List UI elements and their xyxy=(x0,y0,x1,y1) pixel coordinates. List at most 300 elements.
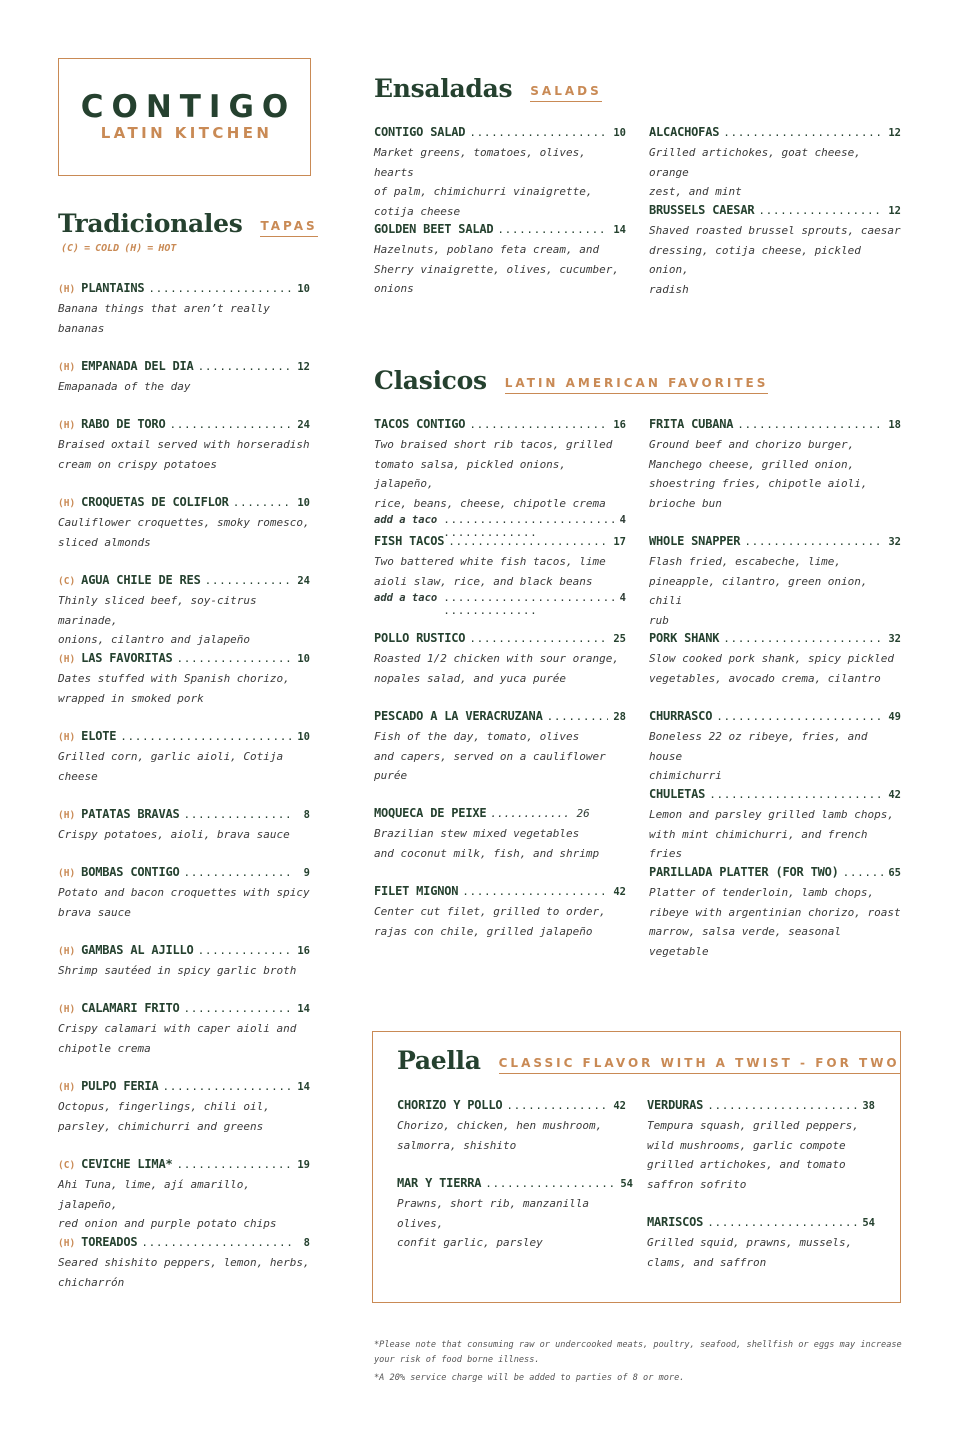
item-description-line: Brazilian stew mixed vegetables xyxy=(374,827,580,840)
clasicos-menu-item xyxy=(649,417,901,513)
item-description-line: Crispy potatoes, aioli, brava sauce xyxy=(58,828,290,841)
item-name-row xyxy=(649,709,901,725)
item-name-row xyxy=(397,1176,633,1192)
item-name-row xyxy=(374,709,626,725)
clasicos-menu-item xyxy=(649,709,901,786)
paella-menu-item xyxy=(397,1098,626,1155)
item-description-line: rice, beans, cheese, chipotle crema xyxy=(374,496,606,510)
item-description-line: and coconut milk, fish, and shrimp xyxy=(374,846,600,860)
item-description-line: Shaved roasted brussel sprouts, caesar xyxy=(649,224,901,237)
dot-leader xyxy=(233,496,292,509)
item-description xyxy=(649,649,901,688)
item-description-line: dressing, cotija cheese, pickled onion, xyxy=(649,243,861,276)
addon-label: add a taco xyxy=(374,592,438,604)
item-description-line: Banana things that aren’t really xyxy=(58,302,270,315)
item-description xyxy=(58,1019,310,1058)
item-description-line: Sherry vinaigrette, olives, cucumber, xyxy=(374,262,620,276)
item-description-line: confit garlic, parsley xyxy=(397,1236,543,1249)
item-description-line: Dates stuffed with Spanish chorizo, xyxy=(58,672,290,685)
item-description-line: Hazelnuts, poblano feta cream, and xyxy=(374,243,600,256)
item-name-row xyxy=(58,807,310,823)
dot-leader xyxy=(709,788,883,801)
tapas-menu-item xyxy=(58,651,310,708)
item-description-line: marrow, salsa verde, seasonal vegetable xyxy=(649,925,842,958)
paella-title: Paella xyxy=(397,1046,481,1075)
item-description-line: cream on crispy potatoes xyxy=(58,457,217,471)
item-price: 12 xyxy=(888,205,901,217)
brand-name: CONTIGO xyxy=(80,89,297,125)
item-description xyxy=(58,747,310,786)
clasicos-menu-item xyxy=(374,631,626,688)
item-description xyxy=(58,513,310,552)
tapas-menu-item xyxy=(58,417,310,474)
item-name-row xyxy=(397,1098,626,1114)
clasicos-menu-item xyxy=(649,534,901,630)
item-description xyxy=(374,552,626,591)
item-description-line: chimichurri xyxy=(649,769,722,782)
item-description-line: onions, cilantro and jalapeño xyxy=(58,633,251,646)
dot-leader xyxy=(198,944,292,957)
item-price: 16 xyxy=(297,945,310,957)
item-name-row xyxy=(58,651,310,667)
temperature-tag: (H) xyxy=(58,498,76,509)
item-name: LAS FAVORITAS xyxy=(81,651,173,665)
restaurant-logo xyxy=(58,58,311,176)
item-name-row xyxy=(649,787,901,803)
item-description-line: onions xyxy=(374,282,414,295)
item-price: 9 xyxy=(303,867,310,879)
tapas-menu-item xyxy=(58,807,310,845)
dot-leader xyxy=(547,710,608,723)
item-name: GOLDEN BEET SALAD xyxy=(374,222,494,236)
item-price: 16 xyxy=(613,419,626,431)
dot-leader xyxy=(184,866,292,879)
item-description-line: Braised oxtail served with horseradish xyxy=(58,438,310,451)
temperature-tag: (H) xyxy=(58,946,76,957)
clasicos-heading xyxy=(374,366,768,396)
item-name-row xyxy=(374,631,626,647)
item-description-line: Shrimp sautéed in spicy garlic broth xyxy=(58,964,297,977)
item-name: POLLO RUSTICO xyxy=(374,631,466,645)
item-description-line: of palm, chimichurri vinaigrette, xyxy=(374,185,593,198)
item-name-row xyxy=(649,865,901,881)
paella-menu-item xyxy=(647,1098,875,1194)
item-price: 19 xyxy=(297,1159,310,1171)
item-price: 42 xyxy=(613,1100,626,1112)
temperature-tag: (C) xyxy=(58,1160,76,1171)
item-name: CHULETAS xyxy=(649,787,706,801)
dot-leader xyxy=(162,1080,292,1093)
item-description xyxy=(647,1233,875,1272)
item-description-line: brava sauce xyxy=(58,905,131,919)
item-name: GAMBAS AL AJILLO xyxy=(81,943,194,957)
clasicos-menu-item xyxy=(649,631,901,688)
item-name: BRUSSELS CAESAR xyxy=(649,203,755,217)
item-description xyxy=(374,902,626,941)
item-description-line: cheese xyxy=(58,769,98,783)
dot-leader xyxy=(448,535,608,548)
item-description-line: Boneless 22 oz ribeye, fries, and house xyxy=(649,730,868,763)
item-name: MARISCOS xyxy=(647,1215,704,1229)
dot-leader xyxy=(469,418,608,431)
item-description-line: aioli slaw, rice, and black beans xyxy=(374,574,593,588)
tapas-menu-item xyxy=(58,281,310,338)
item-price: 32 xyxy=(888,536,901,548)
item-name-row xyxy=(374,125,626,141)
dot-leader xyxy=(205,574,292,587)
item-name-row xyxy=(649,631,901,647)
item-description-line: tomato salsa, pickled onions, jalapeño, xyxy=(374,457,567,490)
item-name: CONTIGO SALAD xyxy=(374,125,466,139)
dot-leader xyxy=(716,710,883,723)
dot-leader xyxy=(485,1177,615,1190)
tapas-subtitle: TAPAS xyxy=(260,219,317,237)
item-price: 24 xyxy=(297,419,310,431)
addon-row xyxy=(374,591,626,611)
item-description xyxy=(58,1253,310,1292)
item-price: 32 xyxy=(888,633,901,645)
item-name-row xyxy=(58,1235,310,1251)
item-price: 12 xyxy=(297,361,310,373)
item-price: 14 xyxy=(613,224,626,236)
item-price: 10 xyxy=(297,731,310,743)
salads-menu-item xyxy=(374,125,626,221)
item-description-line: Platter of tenderloin, lamb chops, xyxy=(649,886,875,899)
item-description-line: with mint chimichurri, and french fries xyxy=(649,827,868,860)
tapas-menu-item xyxy=(58,943,310,981)
tapas-menu-item xyxy=(58,359,310,397)
raw-food-note-line: *Please note that consuming raw or undercooked meats, poultry, seafood, shellfish or eggs may increase xyxy=(374,1340,902,1350)
tapas-menu-item xyxy=(58,495,310,552)
item-description-line: Two braised short rib tacos, grilled xyxy=(374,438,613,451)
item-description-line: salmorra, shishito xyxy=(397,1138,517,1152)
item-description-line: chipotle crema xyxy=(58,1041,151,1055)
dot-leader xyxy=(758,204,883,217)
item-name-row xyxy=(647,1215,875,1231)
item-description-line: wild mushrooms, garlic compote xyxy=(647,1138,846,1152)
item-description xyxy=(58,377,310,397)
item-description xyxy=(58,299,310,338)
item-name: CALAMARI FRITO xyxy=(81,1001,180,1015)
item-name: VERDURAS xyxy=(647,1098,704,1112)
item-description-line: Tempura squash, grilled peppers, xyxy=(647,1119,859,1132)
item-description-line: Seared shishito peppers, lemon, herbs, xyxy=(58,1256,310,1269)
item-name-row xyxy=(649,125,901,141)
item-description xyxy=(649,221,901,299)
item-name-row xyxy=(58,359,310,375)
item-description-line: Thinly sliced beef, soy-citrus marinade, xyxy=(58,594,257,627)
item-price: 25 xyxy=(613,633,626,645)
item-description-line: Market greens, tomatoes, olives, hearts xyxy=(374,146,586,179)
item-description-line: Ground beef and chorizo burger, xyxy=(649,438,855,451)
item-name-row xyxy=(647,1098,875,1114)
tapas-heading xyxy=(58,209,318,239)
item-description-line: Manchego cheese, grilled onion, xyxy=(649,457,855,471)
item-price: 28 xyxy=(613,711,626,723)
dot-leader xyxy=(169,418,292,431)
item-name-row xyxy=(374,806,626,822)
item-price: 54 xyxy=(620,1178,633,1190)
item-description-line: brioche bun xyxy=(649,496,722,510)
item-name: WHOLE SNAPPER xyxy=(649,534,741,548)
temperature-tag: (H) xyxy=(58,654,76,665)
item-name-row xyxy=(58,729,310,745)
item-price: 38 xyxy=(862,1100,875,1112)
item-price: 8 xyxy=(303,1237,310,1249)
item-description-line: rub xyxy=(649,613,669,627)
item-description xyxy=(58,1097,310,1136)
paella-subtitle: CLASSIC FLAVOR WITH A TWIST - FOR TWO xyxy=(499,1056,900,1074)
temperature-tag: (H) xyxy=(58,810,76,821)
temperature-tag: (H) xyxy=(58,732,76,743)
item-price: 65 xyxy=(888,867,901,879)
item-name: MOQUECA DE PEIXE xyxy=(374,806,487,820)
item-description xyxy=(649,143,901,202)
brand-tagline: LATIN KITCHEN xyxy=(100,124,273,142)
temperature-tag: (C) xyxy=(58,576,76,587)
dot-leader xyxy=(843,866,883,879)
item-description-line: red onion and purple potato chips xyxy=(58,1217,277,1230)
item-name: CEVICHE LIMA* xyxy=(81,1157,173,1171)
item-description xyxy=(649,727,901,786)
tapas-menu-item xyxy=(58,573,310,650)
item-description-line: grilled artichokes, and tomato xyxy=(647,1158,846,1171)
item-description xyxy=(58,591,310,650)
item-price: 54 xyxy=(862,1217,875,1229)
temperature-tag: (H) xyxy=(58,1082,76,1093)
item-description-line: pineapple, cilantro, green onion, chili xyxy=(649,574,868,607)
item-name: TOREADOS xyxy=(81,1235,138,1249)
dot-leader xyxy=(469,632,608,645)
item-description xyxy=(374,143,626,221)
item-description-line: Grilled artichokes, goat cheese, orange xyxy=(649,146,861,179)
item-description xyxy=(647,1116,875,1194)
item-name: PESCADO A LA VERACRUZANA xyxy=(374,709,543,723)
item-description xyxy=(649,435,901,513)
item-description-line: Roasted 1/2 chicken with sour orange, xyxy=(374,652,620,665)
dot-leader xyxy=(707,1216,857,1229)
item-description xyxy=(58,883,310,922)
item-description-line: Potato and bacon croquettes with spicy xyxy=(58,886,310,899)
item-price: 42 xyxy=(888,789,901,801)
item-description-line: radish xyxy=(649,282,689,296)
dot-leader xyxy=(443,591,613,617)
item-name: ELOTE xyxy=(81,729,117,743)
item-name: PATATAS BRAVAS xyxy=(81,807,180,821)
addon-price: 4 xyxy=(619,514,626,526)
paella-menu-item xyxy=(647,1215,875,1272)
item-name: BOMBAS CONTIGO xyxy=(81,865,180,879)
item-name: PARILLADA PLATTER (FOR TWO) xyxy=(649,865,839,879)
item-description-line: ribeye with argentinian chorizo, roast xyxy=(649,905,901,919)
item-name-row xyxy=(58,1157,310,1173)
dot-leader xyxy=(723,126,883,139)
paella-menu-item xyxy=(397,1176,633,1253)
item-name: CROQUETAS DE COLIFLOR xyxy=(81,495,229,509)
clasicos-menu-item xyxy=(649,787,901,864)
paella-heading xyxy=(397,1046,900,1076)
clasicos-menu-item xyxy=(649,865,901,961)
salads-heading xyxy=(374,74,602,104)
item-description-line: chicharrón xyxy=(58,1275,125,1289)
item-name-row xyxy=(649,417,901,433)
item-price: 10 xyxy=(297,653,310,665)
item-name-row xyxy=(58,1001,310,1017)
item-description-line: Fish of the day, tomato, olives xyxy=(374,730,580,743)
item-name-row xyxy=(58,495,310,511)
item-name: EMPANADA DEL DIA xyxy=(81,359,194,373)
item-price: 49 xyxy=(888,711,901,723)
item-name-row xyxy=(649,203,901,219)
tapas-menu-item xyxy=(58,1157,310,1234)
tapas-menu-item xyxy=(58,729,310,786)
clasicos-menu-item xyxy=(374,709,626,786)
item-description-line: Grilled corn, garlic aioli, Cotija xyxy=(58,750,284,763)
item-name: CHORIZO Y POLLO xyxy=(397,1098,503,1112)
addon-row xyxy=(374,513,626,533)
dot-leader xyxy=(744,535,883,548)
item-name: TACOS CONTIGO xyxy=(374,417,466,431)
item-description-line: bananas xyxy=(58,321,105,335)
item-description-line: and capers, served on a cauliflower xyxy=(374,749,606,763)
item-name: RABO DE TORO xyxy=(81,417,166,431)
item-price: 12 xyxy=(888,127,901,139)
item-name: CHURRASCO xyxy=(649,709,713,723)
item-description xyxy=(649,805,901,864)
item-price: 14 xyxy=(297,1003,310,1015)
item-name: ALCACHOFAS xyxy=(649,125,720,139)
dot-leader xyxy=(497,223,608,236)
tapas-title: Tradicionales xyxy=(58,209,243,238)
addon-price: 4 xyxy=(619,592,626,604)
dot-leader xyxy=(462,885,608,898)
clasicos-menu-item xyxy=(374,884,626,941)
item-name-row xyxy=(58,943,310,959)
item-price: 10 xyxy=(297,283,310,295)
tapas-menu-item xyxy=(58,865,310,922)
item-description xyxy=(58,961,310,981)
temperature-tag: (H) xyxy=(58,1238,76,1249)
item-description xyxy=(374,649,626,688)
item-description-line: Slow cooked pork shank, spicy pickled xyxy=(649,652,895,665)
dot-leader xyxy=(198,360,292,373)
clasicos-menu-item xyxy=(374,417,626,533)
item-name-row xyxy=(374,534,626,550)
item-description-line: sliced almonds xyxy=(58,535,151,549)
dot-leader xyxy=(506,1099,608,1112)
clasicos-menu-item xyxy=(374,806,626,863)
item-description-line: nopales salad, and yuca purée xyxy=(374,671,567,685)
salads-menu-item xyxy=(649,203,901,299)
item-price: 42 xyxy=(613,886,626,898)
item-description-line: Crispy calamari with caper aioli and xyxy=(58,1022,297,1035)
dot-leader xyxy=(184,1002,292,1015)
item-description xyxy=(374,240,626,299)
salads-menu-item xyxy=(649,125,901,202)
item-name: MAR Y TIERRA xyxy=(397,1176,482,1190)
item-name-row xyxy=(58,417,310,433)
item-name-row xyxy=(58,865,310,881)
item-description xyxy=(58,669,310,708)
item-price: 8 xyxy=(303,809,310,821)
salads-subtitle: SALADS xyxy=(530,84,601,102)
item-name: PULPO FERIA xyxy=(81,1079,159,1093)
item-name: PLANTAINS xyxy=(81,281,145,295)
item-description-line: zest, and mint xyxy=(649,185,742,198)
item-price: 18 xyxy=(888,419,901,431)
dot-leader xyxy=(177,1158,293,1171)
item-description xyxy=(58,435,310,474)
item-description-line: purée xyxy=(374,769,408,782)
temperature-tag: (H) xyxy=(58,420,76,431)
item-name-row xyxy=(58,573,310,589)
item-description-line: Center cut filet, grilled to order, xyxy=(374,905,606,918)
salads-title: Ensaladas xyxy=(374,74,513,103)
item-description-line: clams, and saffron xyxy=(647,1255,767,1269)
item-name: AGUA CHILE DE RES xyxy=(81,573,201,587)
dot-leader xyxy=(723,632,883,645)
raw-food-note-line: your risk of food borne illness. xyxy=(374,1355,540,1365)
dot-leader xyxy=(469,126,608,139)
item-name: FRITA CUBANA xyxy=(649,417,734,431)
item-description-line: Octopus, fingerlings, chili oil, xyxy=(58,1100,270,1113)
item-name-row xyxy=(374,417,626,433)
item-description-line: Emapanada of the day xyxy=(58,380,191,393)
item-price: 14 xyxy=(297,1081,310,1093)
addon-label: add a taco xyxy=(374,514,438,526)
temperature-tag: (H) xyxy=(58,284,76,295)
dot-leader xyxy=(184,808,292,821)
item-description-line: shoestring fries, chipotle aioli, xyxy=(649,477,868,490)
item-description-line: Ahi Tuna, lime, ají amarillo, jalapeño, xyxy=(58,1178,251,1211)
item-price: 24 xyxy=(297,575,310,587)
dot-leader xyxy=(141,1236,292,1249)
item-description-line: Chorizo, chicken, hen mushroom, xyxy=(397,1119,603,1132)
dot-leader xyxy=(148,282,292,295)
item-description-line: rajas con chile, grilled jalapeño xyxy=(374,924,593,938)
raw-food-note xyxy=(374,1338,904,1368)
item-description xyxy=(397,1194,633,1253)
temperature-tag: (H) xyxy=(58,868,76,879)
temperature-tag: (H) xyxy=(58,362,76,373)
dot-leader xyxy=(120,730,292,743)
item-description-line: Grilled squid, prawns, mussels, xyxy=(647,1236,853,1249)
item-name-row xyxy=(374,222,626,238)
item-description-line: Flash fried, escabeche, lime, xyxy=(649,555,842,568)
item-price: 10 xyxy=(297,497,310,509)
item-name-row xyxy=(58,1079,310,1095)
item-description xyxy=(58,825,310,845)
item-description-line: Prawns, short rib, manzanilla olives, xyxy=(397,1197,590,1230)
clasicos-subtitle: LATIN AMERICAN FAVORITES xyxy=(505,376,769,394)
tapas-menu-item xyxy=(58,1001,310,1058)
item-description xyxy=(374,435,626,513)
temperature-legend: (C) = COLD (H) = HOT xyxy=(61,243,177,254)
item-description-line: vegetables, avocado crema, cilantro xyxy=(649,671,881,685)
dot-leader xyxy=(707,1099,857,1112)
clasicos-menu-item xyxy=(374,534,626,611)
item-description xyxy=(58,1175,310,1234)
item-price: ............ 26 xyxy=(490,807,590,820)
item-price: 10 xyxy=(613,127,626,139)
item-name-row xyxy=(374,884,626,900)
item-description-line: Lemon and parsley grilled lamb chops, xyxy=(649,808,895,821)
item-name-row xyxy=(58,281,310,297)
item-description xyxy=(374,727,626,786)
temperature-tag: (H) xyxy=(58,1004,76,1015)
service-charge-note: *A 20% service charge will be added to parties of 8 or more. xyxy=(374,1373,685,1383)
dot-leader xyxy=(177,652,293,665)
